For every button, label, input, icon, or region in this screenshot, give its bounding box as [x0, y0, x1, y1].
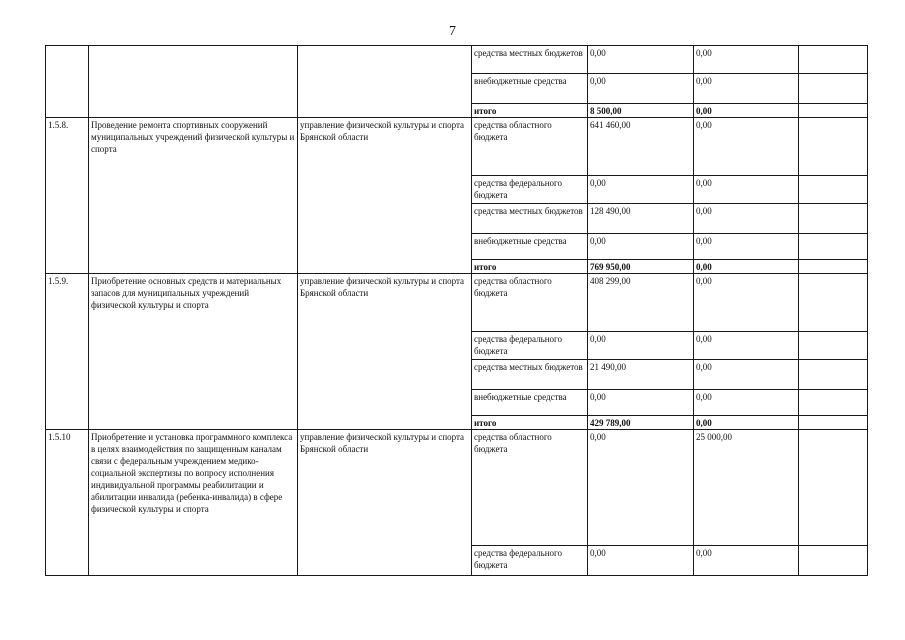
executor-cell: управление физической культуры и спорта Брянской области [298, 118, 472, 274]
blank-cell [799, 176, 868, 204]
funding-source-cell: средства местных бюджетов [472, 360, 588, 390]
blank-cell [799, 390, 868, 416]
item-number-cell: 1.5.8. [46, 118, 89, 274]
table-row [46, 46, 868, 74]
amount-cell: 25 000,00 [694, 430, 799, 546]
amount-cell: 0,00 [694, 360, 799, 390]
funding-source-cell: средства местных бюджетов [472, 204, 588, 234]
funding-source-cell: средства областного бюджета [472, 274, 588, 332]
blank-cell [799, 332, 868, 360]
funding-source-cell: внебюджетные средства [472, 234, 588, 260]
blank-cell [799, 430, 868, 546]
amount-cell: 0,00 [694, 546, 799, 576]
amount-cell: 0,00 [588, 546, 694, 576]
funding-source-cell: средства областного бюджета [472, 430, 588, 546]
blank-cell [799, 104, 868, 118]
amount-cell: 8 500,00 [588, 104, 694, 118]
blank-cell [799, 118, 868, 176]
item-name-cell: Проведение ремонта спортивных сооружений муниципальных учреждений физической культуры и спорта [89, 118, 298, 274]
amount-cell: 0,00 [694, 274, 799, 332]
amount-cell: 0,00 [694, 176, 799, 204]
funding-source-cell: средства федерального бюджета [472, 332, 588, 360]
item-number-cell: 1.5.10 [46, 430, 89, 576]
item-number-cell: 1.5.9. [46, 274, 89, 430]
executor-cell: управление физической культуры и спорта Брянской области [298, 430, 472, 576]
blank-cell [799, 74, 868, 104]
blank-cell [799, 46, 868, 74]
table-row [46, 118, 868, 176]
page-number: 7 [449, 24, 456, 39]
amount-cell: 0,00 [588, 176, 694, 204]
blank-cell [799, 234, 868, 260]
item-number-cell [46, 46, 89, 118]
amount-cell: 0,00 [694, 104, 799, 118]
funding-source-cell: средства федерального бюджета [472, 176, 588, 204]
amount-cell: 0,00 [588, 74, 694, 104]
amount-cell: 0,00 [588, 234, 694, 260]
funding-source-cell: итого [472, 260, 588, 274]
funding-source-cell: средства местных бюджетов [472, 46, 588, 74]
amount-cell: 0,00 [588, 430, 694, 546]
item-name-cell: Приобретение и установка программного комплекса в целях взаимодействия по защищенным каналам связи с федеральным учреждением медико-социальной экспертизы по вопросу исполнения индивидуальной программы реабилитации и абилитации инвалида (ребенка-инвалида) в сфере физической культуры и спорта [89, 430, 298, 576]
amount-cell: 429 789,00 [588, 416, 694, 430]
amount-cell: 0,00 [588, 46, 694, 74]
blank-cell [799, 546, 868, 576]
blank-cell [799, 360, 868, 390]
table-row [46, 430, 868, 546]
funding-source-cell: итого [472, 104, 588, 118]
budget-sheet [45, 45, 868, 576]
amount-cell: 0,00 [694, 204, 799, 234]
executor-cell [298, 46, 472, 118]
budget-table-body [46, 46, 868, 576]
amount-cell: 0,00 [694, 332, 799, 360]
amount-cell: 0,00 [588, 390, 694, 416]
item-name-cell [89, 46, 298, 118]
amount-cell: 0,00 [694, 74, 799, 104]
table-row [46, 274, 868, 332]
amount-cell: 0,00 [694, 390, 799, 416]
blank-cell [799, 260, 868, 274]
amount-cell: 0,00 [694, 118, 799, 176]
amount-cell: 408 299,00 [588, 274, 694, 332]
funding-source-cell: итого [472, 416, 588, 430]
amount-cell: 0,00 [694, 234, 799, 260]
blank-cell [799, 204, 868, 234]
amount-cell: 0,00 [588, 332, 694, 360]
blank-cell [799, 274, 868, 332]
funding-source-cell: средства областного бюджета [472, 118, 588, 176]
amount-cell: 769 950,00 [588, 260, 694, 274]
amount-cell: 641 460,00 [588, 118, 694, 176]
blank-cell [799, 416, 868, 430]
executor-cell: управление физической культуры и спорта Брянской области [298, 274, 472, 430]
amount-cell: 128 490,00 [588, 204, 694, 234]
funding-source-cell: внебюджетные средства [472, 74, 588, 104]
item-name-cell: Приобретение основных средств и материальных запасов для муниципальных учреждений физической культуры и спорта [89, 274, 298, 430]
amount-cell: 0,00 [694, 260, 799, 274]
funding-source-cell: внебюджетные средства [472, 390, 588, 416]
amount-cell: 0,00 [694, 416, 799, 430]
amount-cell: 21 490,00 [588, 360, 694, 390]
budget-table [45, 45, 868, 576]
amount-cell: 0,00 [694, 46, 799, 74]
funding-source-cell: средства федерального бюджета [472, 546, 588, 576]
